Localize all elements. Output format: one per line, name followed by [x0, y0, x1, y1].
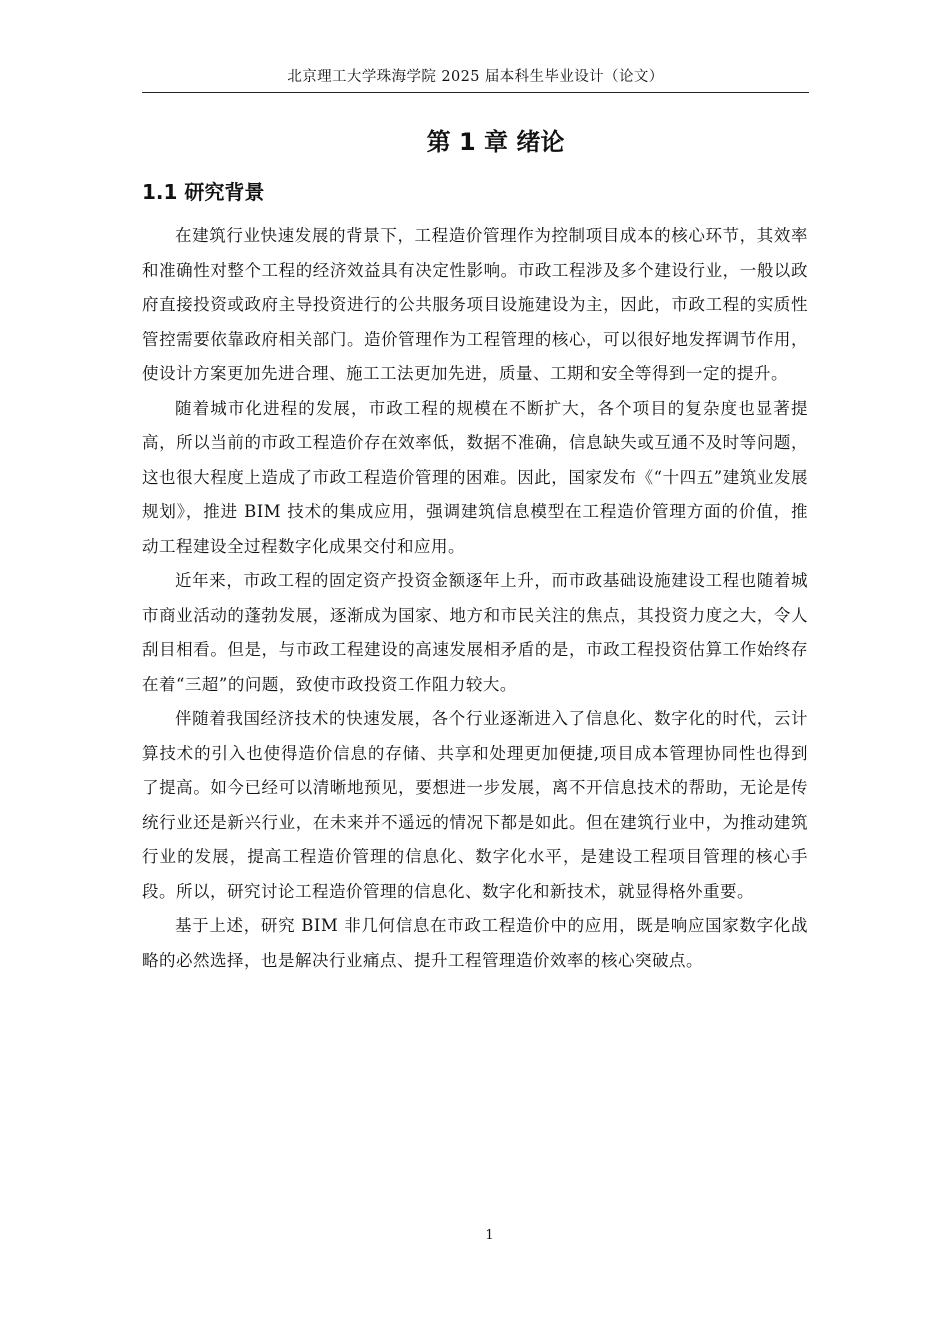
page-number: 1	[485, 1228, 494, 1243]
section-title: 1.1 研究背景	[142, 180, 265, 204]
paragraph: 伴随着我国经济技术的快速发展，各个行业逐渐进入了信息化、数字化的时代，云计算技术的引入也使得造价信息的存储、共享和处理更加便捷,项目成本管理协同性也得到了提高。如今已经可以清晰地预见，要想进一步发展，离不开信息技术的帮助，无论是传统行业还是新兴行业，在未来并不遥远的情况下都是如此。但在建筑行业中，为推动建筑行业的发展，提高工程造价管理的信息化、数字化水平，是建设工程项目管理的核心手段。所以，研究讨论工程造价管理的信息化、数字化和新技术，就显得格外重要。	[142, 709, 808, 901]
body-text	[142, 219, 808, 978]
chapter-title: 第 1 章 绪论	[426, 128, 565, 156]
page-header: 北京理工大学珠海学院 2025 届本科生毕业设计（论文）	[142, 64, 809, 93]
paragraph: 近年来，市政工程的固定资产投资金额逐年上升，而市政基础设施建设工程也随着城市商业活动的蓬勃发展，逐渐成为国家、地方和市民关注的焦点，其投资力度之大，令人刮目相看。但是，与市政工程建设的高速发展相矛盾的是，市政工程投资估算工作始终存在着“三超”的问题，致使市政投资工作阻力较大。	[142, 571, 808, 694]
paragraph: 在建筑行业快速发展的背景下，工程造价管理作为控制项目成本的核心环节，其效率和准确性对整个工程的经济效益具有决定性影响。市政工程涉及多个建设行业，一般以政府直接投资或政府主导投资进行的公共服务项目设施建设为主，因此，市政工程的实质性管控需要依靠政府相关部门。造价管理作为工程管理的核心，可以很好地发挥调节作用，使设计方案更加先进合理、施工工法更加先进，质量、工期和安全等得到一定的提升。	[142, 226, 808, 383]
paragraph: 基于上述，研究 BIM 非几何信息在市政工程造价中的应用，既是响应国家数字化战略的必然选择，也是解决行业痛点、提升工程管理造价效率的核心突破点。	[142, 916, 808, 970]
paragraph: 随着城市化进程的发展，市政工程的规模在不断扩大，各个项目的复杂度也显著提高，所以当前的市政工程造价存在效率低，数据不准确，信息缺失或互通不及时等问题，这也很大程度上造成了市政工程造价管理的困难。因此，国家发布《“十四五”建筑业发展规划》，推进 BIM 技术的集成应用，强调建筑信息模型在工程造价管理方面的价值，推动工程建设全过程数字化成果交付和应用。	[142, 398, 808, 556]
